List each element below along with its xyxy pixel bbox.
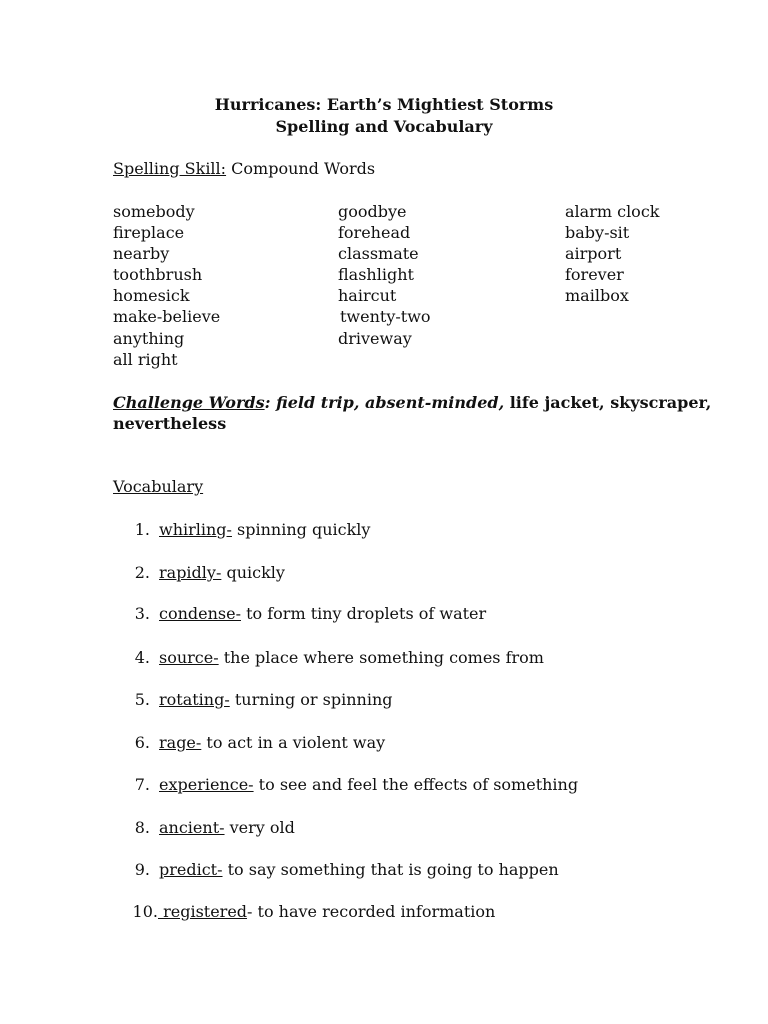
vocab-number: 3. [134, 604, 150, 623]
vocab-term: experience- [159, 775, 254, 794]
vocab-item [159, 690, 392, 710]
word-list-item: baby-sit [565, 223, 630, 242]
vocab-item [159, 604, 486, 624]
word-list-item: all right [113, 350, 178, 369]
word-list-item: forehead [338, 223, 411, 242]
word-list-item: airport [565, 244, 622, 263]
word-list-item: mailbox [565, 286, 629, 305]
vocab-definition: to act in a violent way [201, 733, 386, 752]
vocab-definition: very old [224, 818, 295, 837]
word-list-item: somebody [113, 202, 195, 221]
vocab-term: source- [159, 648, 219, 667]
vocab-item [159, 775, 578, 795]
spelling-skill-label: Spelling Skill: [113, 159, 227, 178]
vocab-term: rapidly- [159, 563, 222, 582]
word-list-item: driveway [338, 329, 412, 348]
word-list-item: goodbye [338, 202, 407, 221]
spelling-skill-line [113, 159, 375, 179]
vocab-term: rotating- [159, 690, 230, 709]
vocab-definition: - to have recorded information [247, 902, 496, 921]
word-list-item: toothbrush [113, 265, 203, 284]
vocab-definition: to form tiny droplets of water [241, 604, 487, 623]
vocab-term: rage- [159, 733, 202, 752]
word-list-item: classmate [338, 244, 419, 263]
document-title: Hurricanes: Earth’s Mightiest Storms [214, 95, 554, 114]
vocab-term: predict- [159, 860, 223, 879]
word-list-item: forever [565, 265, 624, 284]
vocab-number: 1. [134, 520, 150, 539]
vocab-definition: to see and feel the effects of something [253, 775, 579, 794]
word-list-item: twenty-two [340, 307, 431, 326]
vocab-definition: spinning quickly [231, 520, 371, 539]
vocab-item [159, 733, 385, 753]
spelling-skill-value: Compound Words [226, 159, 376, 178]
word-list-item: anything [113, 329, 185, 348]
challenge-rest-words: life jacket, skyscraper, [504, 393, 712, 412]
challenge-words-line [113, 393, 711, 413]
challenge-italic-words: field trip, absent-minded, [270, 393, 505, 412]
vocab-number: 10. [132, 902, 158, 921]
word-list-item: alarm clock [565, 202, 660, 221]
vocab-number: 4. [134, 648, 150, 667]
vocab-number: 8. [134, 818, 150, 837]
vocab-definition: turning or spinning [229, 690, 393, 709]
vocab-item [159, 563, 285, 583]
word-list-item: fireplace [113, 223, 185, 242]
challenge-colon: : [264, 393, 271, 412]
vocabulary-heading: Vocabulary [113, 477, 204, 496]
vocab-number: 7. [134, 775, 150, 794]
vocab-term: whirling- [159, 520, 232, 539]
vocab-term: condense- [159, 604, 241, 623]
word-list-item: homesick [113, 286, 190, 305]
vocab-definition: to say something that is going to happen [222, 860, 559, 879]
word-list-item: nearby [113, 244, 170, 263]
vocab-item [159, 520, 370, 540]
word-list-item: flashlight [338, 265, 414, 284]
vocab-definition: the place where something comes from [218, 648, 544, 667]
word-list-item: make-believe [113, 307, 221, 326]
vocab-term: registered [158, 902, 248, 921]
challenge-words-label: Challenge Words [113, 393, 265, 412]
vocab-number: 2. [134, 563, 150, 582]
vocab-item [159, 818, 295, 838]
vocab-term: ancient- [159, 818, 225, 837]
vocab-item [159, 648, 544, 668]
vocab-number: 5. [134, 690, 150, 709]
word-list-item: haircut [338, 286, 397, 305]
vocab-number: 6. [134, 733, 150, 752]
vocab-number: 9. [134, 860, 150, 879]
challenge-words-continued: nevertheless [113, 414, 227, 433]
vocab-item [159, 860, 559, 880]
vocab-definition: quickly [221, 563, 285, 582]
document-subtitle: Spelling and Vocabulary [275, 117, 493, 136]
vocab-item [158, 902, 495, 922]
